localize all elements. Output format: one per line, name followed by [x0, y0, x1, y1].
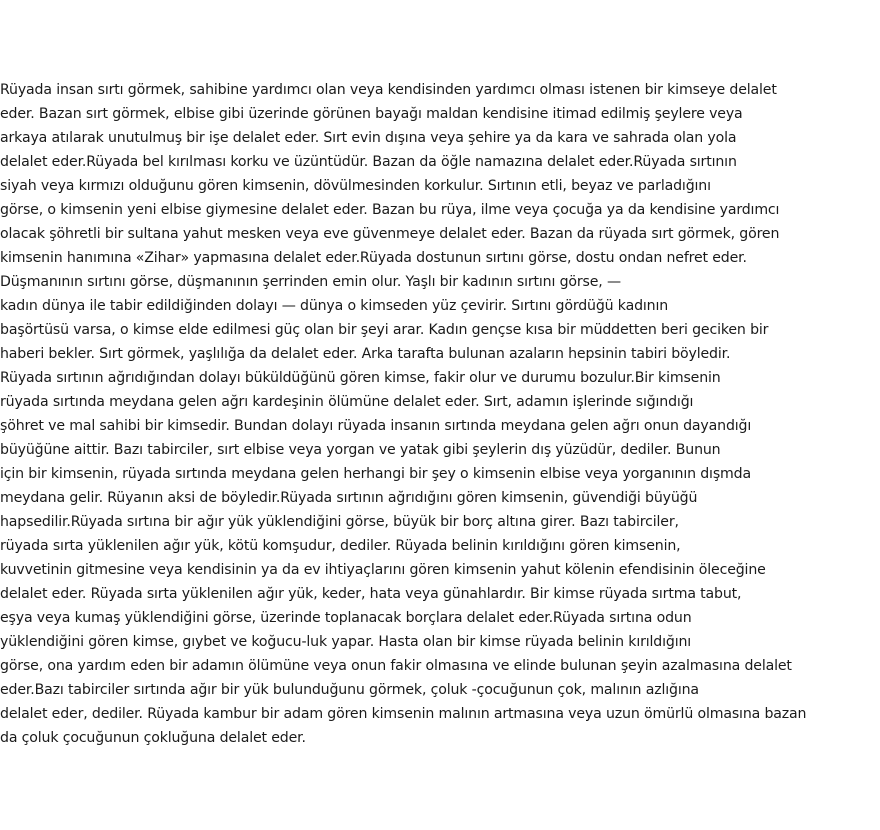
article-line: delalet eder.Rüyada bel kırılması korku ve üzüntüdür. Bazan da öğle namazına delalet eder.Rüyada sırtının [0, 154, 737, 170]
article-line: hapsedilir.Rüyada sırtına bir ağır yük yüklendiğini görse, büyük bir borç altına girer. Bazı tabirciler, [0, 514, 679, 530]
article-line: eder. Bazan sırt görmek, elbise gibi üzerinde görünen bayağı maldan kendisine itimad edilmiş şeylere veya [0, 106, 743, 122]
article-line: rüyada sırtında meydana gelen ağrı kardeşinin ölümüne delalet eder. Sırt, adamın işlerinde sığındığı [0, 394, 694, 410]
article-line: delalet eder. Rüyada sırta yüklenilen ağır yük, keder, hata veya günahlardır. Bir kimse rüyada sırtma tabut, [0, 586, 742, 602]
article-line: kadın dünya ile tabir edildiğinden dolayı — dünya o kimseden yüz çevirir. Sırtını gördüğü kadının [0, 298, 669, 314]
article-line: görse, o kimsenin yeni elbise giymesine delalet eder. Bazan bu rüya, ilme veya çocuğa ya da kendisine yardımcı [0, 202, 780, 218]
article-line: eşya veya kumaş yüklendiğini görse, üzerinde toplanacak borçlara delalet eder.Rüyada sırtına odun [0, 610, 692, 626]
article-line: haberi bekler. Sırt görmek, yaşlılığa da delalet eder. Arka tarafta bulunan azaların hepsinin tabiri böyledir. [0, 346, 731, 362]
article-line: kimsenin hanımına «Zihar» yapmasına delalet eder.Rüyada dostunun sırtını görse, dostu ondan nefret eder. [0, 250, 747, 266]
article-line: şöhret ve mal sahibi bir kimsedir. Bundan dolayı rüyada insanın sırtında meydana gelen ağrı onun dayandığı [0, 418, 752, 434]
article-line: eder.Bazı tabirciler sırtında ağır bir yük bulunduğunu görmek, çoluk -çocuğunun çok, malının azlığına [0, 682, 699, 698]
article-line: görse, ona yardım eden bir adamın ölümüne veya onun fakir olmasına ve elinde bulunan şeyin azalmasına delalet [0, 658, 792, 674]
article-line: arkaya atılarak unutulmuş bir işe delalet eder. Sırt evin dışına veya şehire ya da kara ve sahrada olan yola [0, 130, 737, 146]
article-line: kuvvetinin gitmesine veya kendisinin ya da ev ihtiyaçlarını gören kimsenin yahut kölenin efendisinin öleceğine [0, 562, 766, 578]
article-line: Rüyada sırtının ağrıdığından dolayı büküldüğünü gören kimse, fakir olur ve durumu bozulur.Bir kimsenin [0, 370, 721, 386]
article-body [0, 78, 880, 750]
article-line: siyah veya kırmızı olduğunu gören kimsenin, dövülmesinden korkulur. Sırtının etli, beyaz ve parladığını [0, 178, 711, 194]
article-line: başörtüsü varsa, o kimse elde edilmesi güç olan bir şeyi arar. Kadın gençse kısa bir müddetten beri geciken bir [0, 322, 769, 338]
article-line: olacak şöhretli bir sultana yahut mesken veya eve güvenmeye delalet eder. Bazan da rüyada sırt görmek, gören [0, 226, 780, 242]
article-line: Düşmanının sırtını görse, düşmanının şerrinden emin olur. Yaşlı bir kadının sırtını görse, — [0, 274, 621, 290]
article-line: büyüğüne aittir. Bazı tabirciler, sırt elbise veya yorgan ve yatak gibi şeylerin dış yüzüdür, dediler. Bunun [0, 442, 721, 458]
article-line: da çoluk çocuğunun çokluğuna delalet eder. [0, 730, 306, 746]
article-line: delalet eder, dediler. Rüyada kambur bir adam gören kimsenin malının artmasına veya uzun ömürlü olmasına bazan [0, 706, 807, 722]
article-line: için bir kimsenin, rüyada sırtında meydana gelen herhangi bir şey o kimsenin elbise veya yorganının dışmda [0, 466, 751, 482]
article-line: Rüyada insan sırtı görmek, sahibine yardımcı olan veya kendisinden yardımcı olması istenen bir kimseye delalet [0, 82, 777, 98]
article-line: yüklendiğini gören kimse, gıybet ve koğucu-luk yapar. Hasta olan bir kimse rüyada belinin kırıldığını [0, 634, 692, 650]
article-line: meydana gelir. Rüyanın aksi de böyledir.Rüyada sırtının ağrıdığını gören kimsenin, güvendiği büyüğü [0, 490, 698, 506]
article-line: rüyada sırta yüklenilen ağır yük, kötü komşudur, dediler. Rüyada belinin kırıldığını gören kimsenin, [0, 538, 681, 554]
